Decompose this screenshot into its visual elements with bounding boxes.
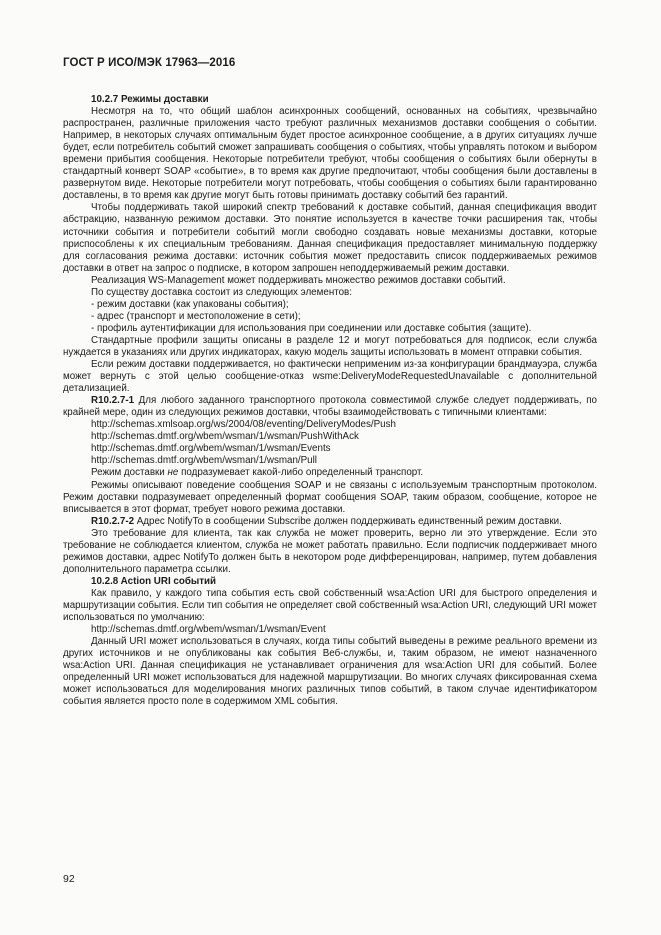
requirement-text: Для любого заданного транспортного протокола совместимой службе следует поддерживать, по крайней мере, один из следующих режимов доставки, чтобы взаимодействовать с типичными клиентами: bbox=[63, 395, 597, 419]
list-item-text: режим доставки (как упакованы события); bbox=[96, 298, 289, 310]
text-run: подразумевает какой-либо определенный транспорт. bbox=[178, 467, 424, 479]
requirement-label: R10.2.7-2 bbox=[91, 515, 135, 527]
list-item: - профиль аутентификации для использования при соединении или доставке события (защите). bbox=[91, 322, 532, 334]
paragraph: Как правило, у каждого типа события есть свой собственный wsa:Action URI для быстрого определения и маршрутизации события. Если тип события не определяет свой собственный wsa:Action URI, следующий URI может использоваться по умолчанию: bbox=[63, 587, 597, 624]
list-item-text: профиль аутентификации для использования при соединении или доставке события (защите). bbox=[96, 322, 532, 334]
uri-line: http://schemas.dmtf.org/wbem/wsman/1/wsman/PushWithAck bbox=[91, 431, 359, 443]
paragraph: По существу доставка состоит из следующих элементов: bbox=[91, 286, 352, 298]
emphasis-text: не bbox=[167, 467, 179, 479]
paragraph bbox=[63, 467, 597, 479]
paragraph: Стандартные профили защиты описаны в разделе 12 и могут потребоваться для подписок, если служба нуждается в указаниях или других индикаторах, какую модель защиты использовать в момент отправки события. bbox=[63, 334, 597, 358]
section-heading-10-2-8: 10.2.8 Action URI событий bbox=[91, 575, 217, 587]
page-number: 92 bbox=[63, 873, 75, 885]
list-item: - режим доставки (как упакованы события); bbox=[91, 298, 289, 310]
requirement-r10-2-7-2 bbox=[63, 516, 597, 528]
document-header: ГОСТ Р ИСО/МЭК 17963—2016 bbox=[63, 57, 236, 69]
requirement-r10-2-7-1 bbox=[63, 395, 597, 419]
requirement-text: Адрес NotifyTo в сообщении Subscribe должен поддерживать единственный режим доставки. bbox=[134, 515, 562, 527]
uri-line: http://schemas.dmtf.org/wbem/wsman/1/wsman/Events bbox=[91, 443, 331, 455]
paragraph: Режимы описывают поведение сообщения SOAP и не связаны с используемым транспортным протоколом. Режим доставки подразумевает определенный формат сообщения SOAP, таким образом, сообщение, которое не вписывается в этот формат, требует нового режима доставки. bbox=[63, 479, 597, 515]
uri-line: http://schemas.dmtf.org/wbem/wsman/1/wsman/Event bbox=[91, 624, 326, 636]
paragraph: Чтобы поддерживать такой широкий спектр требований к доставке событий, данная спецификация вводит абстракцию, названную режимом доставки. Это понятие используется в качестве точки расширения так, чтобы источники события и потребители событий могли свободно создавать новые механизмы доставки, которые приспособлены к их специальным требованиям. Данная спецификация предоставляет минимальную поддержку для согласования режима доставки: источник события может предоставить список поддерживаемых режимов доставки в ответ на запрос о подписке, в котором запрошен неподдерживаемый режим доставки. bbox=[63, 202, 597, 274]
list-item: - адрес (транспорт и местоположение в сети); bbox=[91, 310, 301, 322]
paragraph: Несмотря на то, что общий шаблон асинхронных сообщений, основанных на событиях, чрезвычайно распространен, различные приложения часто требуют различных механизмов доставки сообщения о событии. Например, в некоторых случаях оптимальным будет простое асинхронное сообщение, а в других ситуациях лучше будет, если потребитель событий сможет запрашивать сообщения о событиях, чтобы управлять потоком и выбором времени прибытия сообщения. Некоторые потребители требуют, чтобы сообщения о событиях были обернуты в стандартный конверт SOAP «событие», в то время как другие предпочитают, чтобы сообщения были доставлены в развернутом виде. Некоторые потребители могут потребовать, чтобы сообщения о событиях были гарантированно доставлены, в то время как другие могут быть готовы принимать доставку событий без гарантий. bbox=[63, 106, 597, 202]
requirement-label: R10.2.7-1 bbox=[91, 395, 135, 407]
uri-line: http://schemas.xmlsoap.org/ws/2004/08/eventing/DeliveryModes/Push bbox=[91, 419, 396, 431]
paragraph: Это требование для клиента, так как служба не может проверить, верно ли это утверждение. Если это требование не соблюдается клиентом, служба не может работать правильно. Если подписчик поддерживает много режимов доставки, адрес NotifyTo должен быть в некотором роде дифференцирован, например, путем добавления дополнительного параметра ссылки. bbox=[63, 527, 597, 575]
paragraph: Данный URI может использоваться в случаях, когда типы событий выведены в режиме реального времени из других источников и не опубликованы как события Веб-службы, и, таким образом, не имеют назначенного wsa:Action URI. Данная спецификация не устанавливает ограничения для wsa:Action URI для событий. Более определенный URI может использоваться для надежной маршрутизации. Во многих случаях фиксированная схема может использоваться для моделирования многих различных типов событий, в таком случае идентификатором события является просто поле в содержимом XML события. bbox=[63, 636, 597, 708]
text-run: Режим доставки bbox=[91, 467, 168, 479]
section-heading-10-2-7: 10.2.7 Режимы доставки bbox=[91, 94, 209, 105]
paragraph: Если режим доставки поддерживается, но фактически неприменим из-за конфигурации брандмауэра, служба может вернуть с этой целью сообщение-отказ wsme:DeliveryModeRequestedUnavailable с дополнительной детализацией. bbox=[63, 359, 597, 395]
document-body bbox=[63, 94, 597, 708]
list-item-text: адрес (транспорт и местоположение в сети); bbox=[96, 310, 301, 322]
paragraph: Реализация WS-Management может поддерживать множество режимов доставки событий. bbox=[91, 274, 506, 286]
uri-line: http://schemas.dmtf.org/wbem/wsman/1/wsman/Pull bbox=[91, 455, 317, 467]
